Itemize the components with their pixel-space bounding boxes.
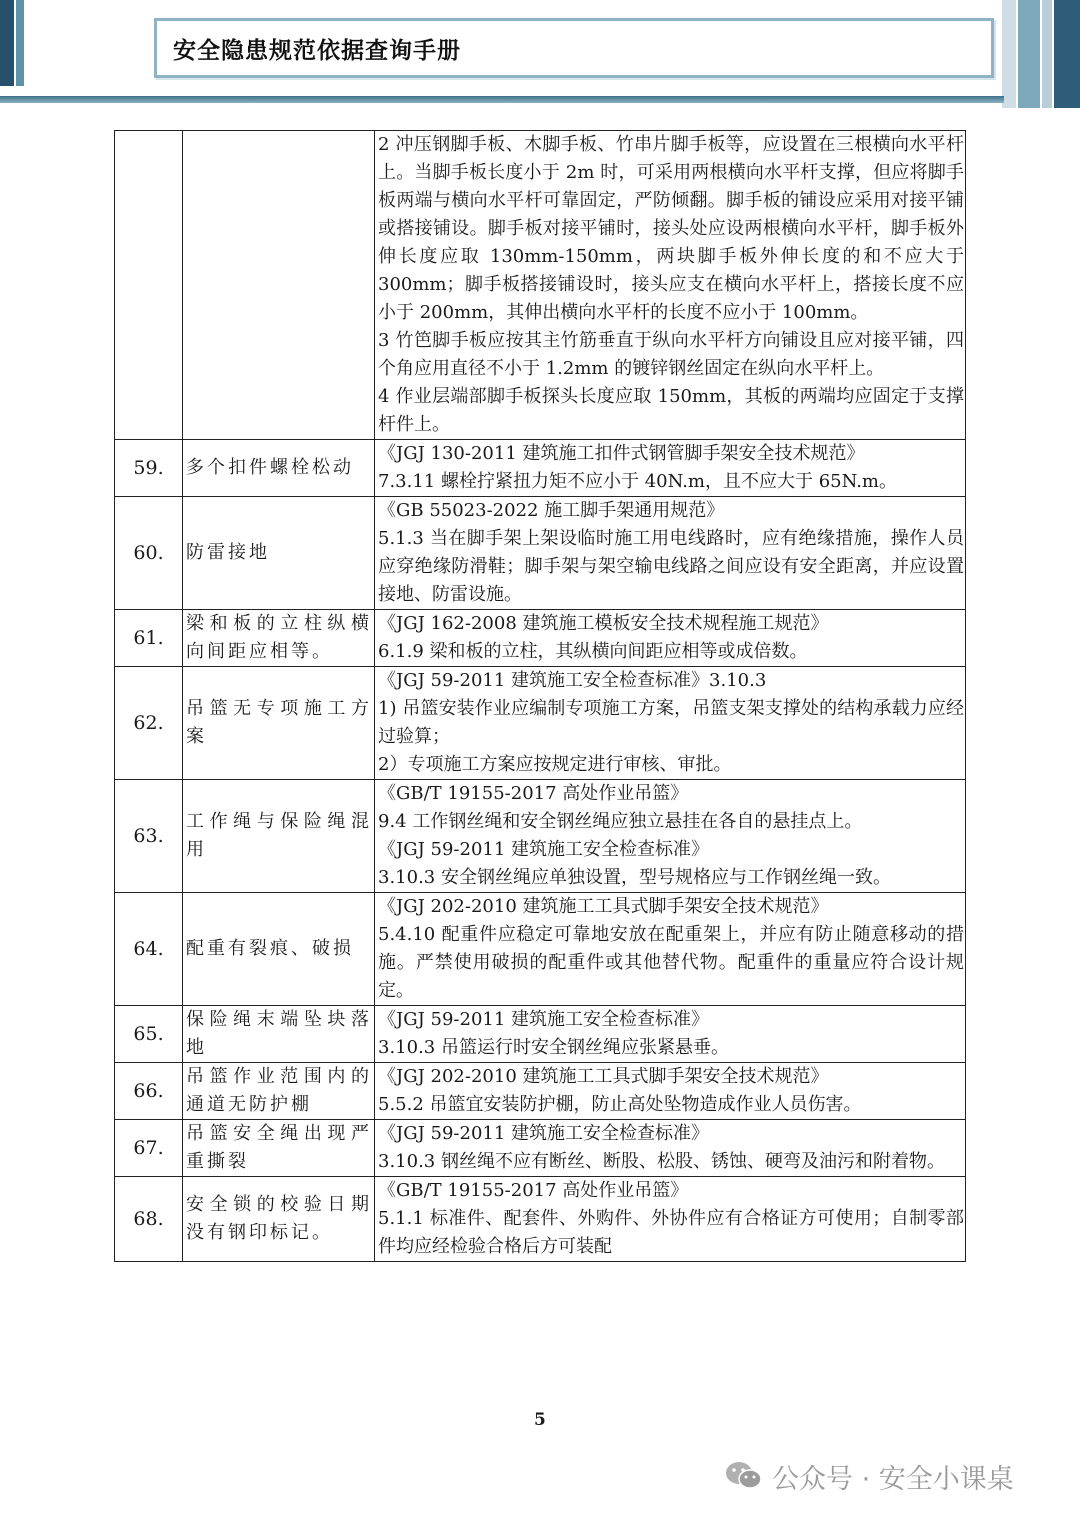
regulation-basis (375, 1063, 966, 1120)
row-number: 66. (115, 1063, 183, 1120)
row-number: 59. (115, 440, 183, 497)
basis-line: 6.1.9 梁和板的立柱，其纵横向间距应相等或成倍数。 (378, 641, 808, 662)
basis-line: 9.4 工作钢丝绳和安全钢丝绳应独立悬挂在各自的悬挂点上。 (378, 811, 863, 832)
table-row (115, 497, 966, 610)
basis-line: 《JGJ 130-2011 建筑施工扣件式钢管脚手架安全技术规范》 (378, 443, 865, 464)
page-number: 5 (534, 1410, 546, 1430)
hazard-item: 梁和板的立柱纵横向间距应相等。 (183, 610, 375, 667)
row-number: 61. (115, 610, 183, 667)
basis-line: 5.1.3 当在脚手架上架设临时施工用电线路时，应有绝缘措施，操作人员应穿绝缘防滑鞋；脚手架与架空输电线路之间应设有安全距离，并应设置接地、防雷设施。 (378, 528, 964, 605)
basis-line: 《JGJ 59-2011 建筑施工安全检查标准》 (378, 1123, 710, 1144)
basis-line: 《JGJ 202-2010 建筑施工工具式脚手架安全技术规范》 (378, 1066, 829, 1087)
basis-line: 2）专项施工方案应按规定进行审核、审批。 (378, 754, 732, 775)
watermark-text: 公众号 · 安全小课桌 (772, 1463, 1014, 1495)
row-number: 64. (115, 893, 183, 1006)
table-row (115, 1120, 966, 1177)
page-title: 安全隐患规范依据查询手册 (173, 38, 461, 64)
regulation-basis (375, 610, 966, 667)
basis-line: 3.10.3 钢丝绳不应有断丝、断股、松股、锈蚀、硬弯及油污和附着物。 (378, 1151, 945, 1172)
regulation-basis (375, 1120, 966, 1177)
row-number: 68. (115, 1177, 183, 1262)
basis-line: 《JGJ 202-2010 建筑施工工具式脚手架安全技术规范》 (378, 896, 829, 917)
hazard-item: 安全锁的校验日期没有钢印标记。 (183, 1177, 375, 1262)
hazard-item: 配重有裂痕、破损 (183, 893, 375, 1006)
basis-line: 7.3.11 螺栓拧紧扭力矩不应小于 40N.m，且不应大于 65N.m。 (378, 471, 898, 492)
basis-line: 《JGJ 59-2011 建筑施工安全检查标准》 (378, 1009, 710, 1030)
hazard-item: 防雷接地 (183, 497, 375, 610)
hazard-item: 吊篮安全绳出现严重撕裂 (183, 1120, 375, 1177)
basis-line: 《GB/T 19155-2017 高处作业吊篮》 (378, 783, 689, 804)
row-number: 63. (115, 780, 183, 893)
row-number: 67. (115, 1120, 183, 1177)
basis-line: 5.4.10 配重件应稳定可靠地安放在配重架上，并应有防止随意移动的措施。严禁使用破损的配重件或其他替代物。配重件的重量应符合设计规定。 (378, 924, 964, 1001)
header-accent-bar (0, 0, 14, 86)
row-number: 62. (115, 667, 183, 780)
regulation-basis (375, 1006, 966, 1063)
wechat-icon (724, 1460, 764, 1492)
hazard-item: 多个扣件螺栓松动 (183, 440, 375, 497)
header-stripe (1054, 0, 1080, 108)
hazard-item: 吊篮作业范围内的通道无防护棚 (183, 1063, 375, 1120)
regulation-table (114, 130, 966, 1262)
table-row (115, 610, 966, 667)
watermark (724, 1456, 1014, 1496)
hazard-item: 保险绳末端坠块落地 (183, 1006, 375, 1063)
basis-line: 3.10.3 吊篮运行时安全钢丝绳应张紧悬垂。 (378, 1037, 729, 1058)
regulation-basis (375, 440, 966, 497)
row-number: 60. (115, 497, 183, 610)
table-row (115, 780, 966, 893)
basis-line: 《GB 55023-2022 施工脚手架通用规范》 (378, 500, 725, 521)
basis-line: 5.1.1 标准件、配套件、外购件、外协件应有合格证方可使用；自制零部件均应经检验合格后方可装配 (378, 1208, 964, 1257)
header-stripe (1042, 0, 1052, 108)
regulation-basis (375, 497, 966, 610)
table-row (115, 131, 966, 440)
regulation-basis (375, 131, 966, 440)
table-row (115, 1006, 966, 1063)
regulation-basis (375, 1177, 966, 1262)
table-row (115, 893, 966, 1006)
hazard-item: 吊篮无专项施工方案 (183, 667, 375, 780)
basis-line: 5.5.2 吊篮宜安装防护棚，防止高处坠物造成作业人员伤害。 (378, 1094, 862, 1115)
basis-line: 3 竹笆脚手板应按其主竹筋垂直于纵向水平杆方向铺设且应对接平铺，四个角应用直径不小于 1.2mm 的镀锌钢丝固定在纵向水平杆上。 (378, 330, 964, 379)
regulation-basis (375, 893, 966, 1006)
regulation-basis (375, 780, 966, 893)
table-row (115, 667, 966, 780)
basis-line: 《GB/T 19155-2017 高处作业吊篮》 (378, 1180, 689, 1201)
header-divider (0, 96, 1004, 103)
table-row (115, 1177, 966, 1262)
basis-line: 3.10.3 安全钢丝绳应单独设置，型号规格应与工作钢丝绳一致。 (378, 867, 891, 888)
basis-line: 2 冲压钢脚手板、木脚手板、竹串片脚手板等，应设置在三根横向水平杆上。当脚手板长度小于 2m 时，可采用两根横向水平杆支撑，但应将脚手板两端与横向水平杆可靠固定，严防倾翻。脚手板的铺设应采用对接平铺或搭接铺设。脚手板对接平铺时，接头处应设两根横向水平杆，脚手板外伸长度应取 130mm-150mm，两块脚手板外伸长度的和不应大于 300mm；脚手板搭接铺设时，接头应支在横向水平杆上，搭接长度不应小于 200mm，其伸出横向水平杆的长度不应小于 100mm。 (378, 134, 964, 323)
basis-line: 4 作业层端部脚手板探头长度应取 150mm，其板的两端均应固定于支撑杆件上。 (378, 386, 964, 435)
row-number: 65. (115, 1006, 183, 1063)
table-row (115, 440, 966, 497)
header-stripe (1018, 0, 1040, 108)
table-row (115, 1063, 966, 1120)
header-stripe (1002, 0, 1016, 108)
basis-line: 《JGJ 59-2011 建筑施工安全检查标准》3.10.3 (378, 670, 767, 691)
basis-line: 1) 吊篮安装作业应编制专项施工方案，吊篮支架支撑处的结构承载力应经过验算； (378, 698, 964, 747)
basis-line: 《JGJ 59-2011 建筑施工安全检查标准》 (378, 839, 710, 860)
regulation-basis (375, 667, 966, 780)
row-number (115, 131, 183, 440)
header-title-box (154, 18, 994, 78)
hazard-item: 工作绳与保险绳混用 (183, 780, 375, 893)
header-accent-bar-light (16, 0, 24, 86)
hazard-item (183, 131, 375, 440)
basis-line: 《JGJ 162-2008 建筑施工模板安全技术规程施工规范》 (378, 613, 829, 634)
